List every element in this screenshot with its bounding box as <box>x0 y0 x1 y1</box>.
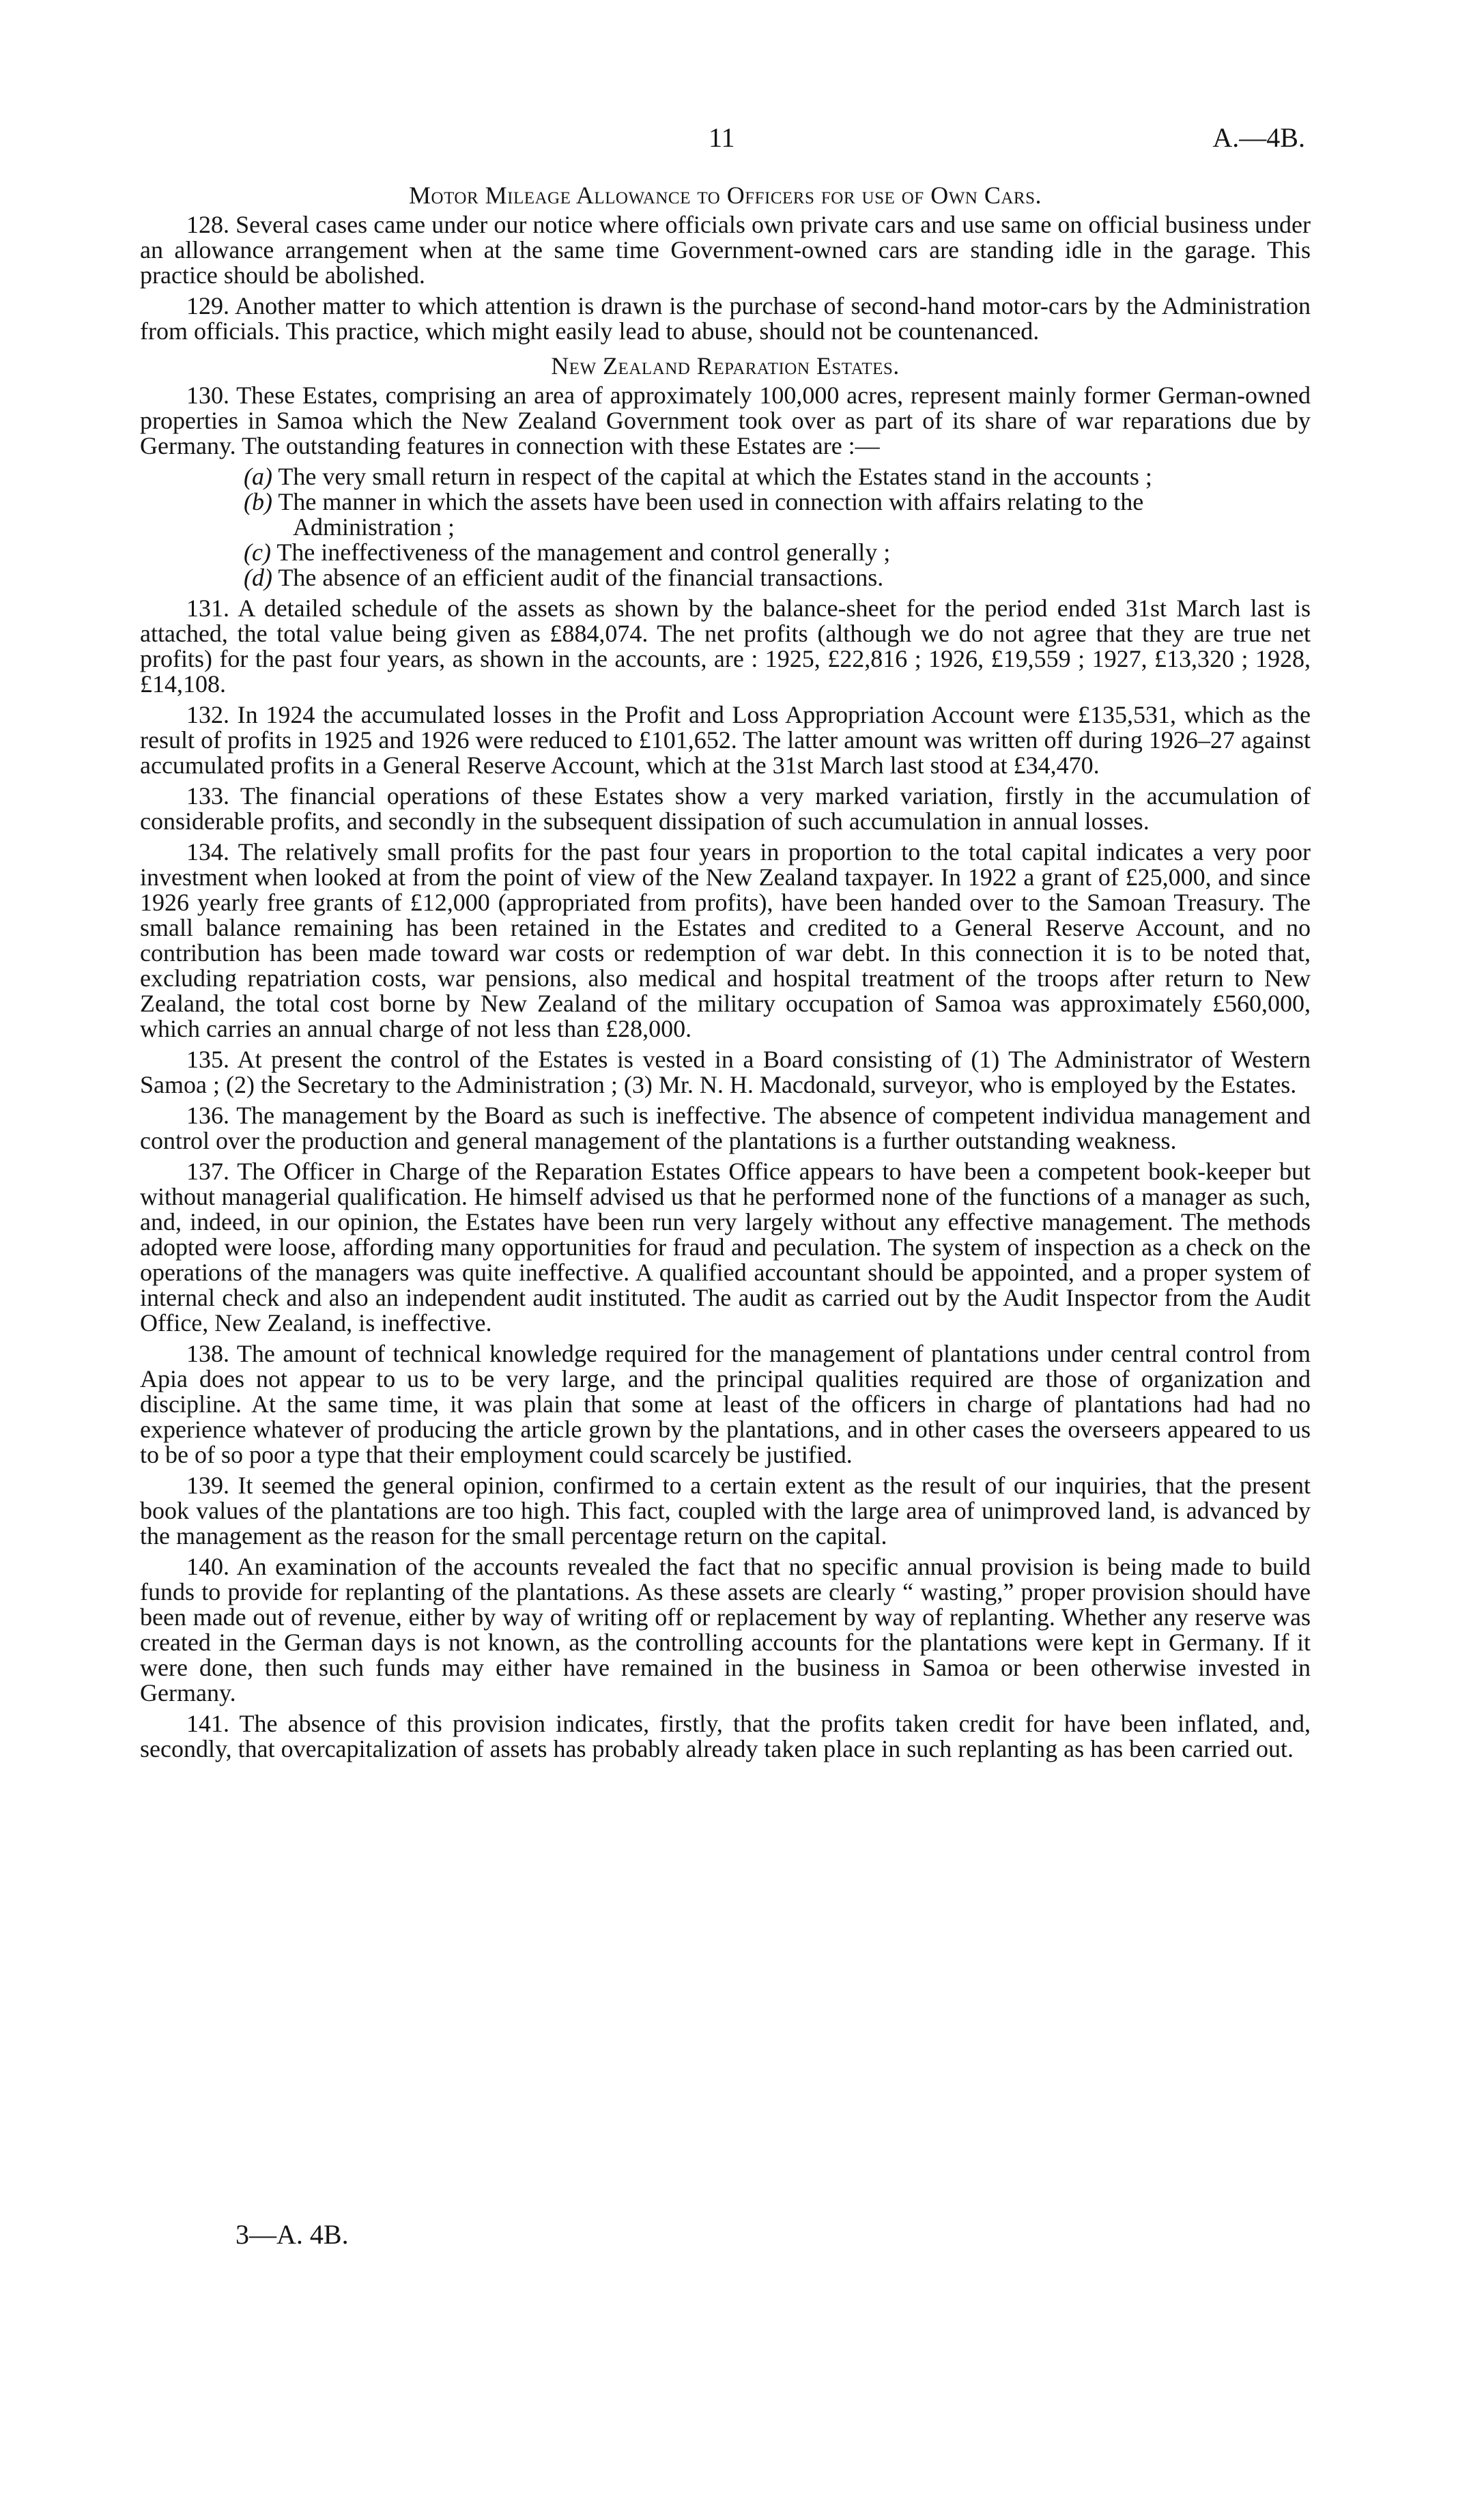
paragraph-141: 141. The absence of this provision indicates, firstly, that the profits taken credit for have been inflated, and, secondly, that overcapitalization of assets has probably already taken place in such replanting as has been carried out. <box>140 1710 1311 1762</box>
document-reference: A.—4B. <box>1212 122 1305 153</box>
paragraph-128: 128. Several cases came under our notice where officials own private cars and use same on official business under an allowance arrangement when at the same time Government-owned cars are standing idle in the garage. This practice should be abolished. <box>140 211 1311 289</box>
paragraph-136: 136. The management by the Board as such is ineffective. The absence of competent individua management and control over the production and general management of the plantations is a further outstanding weakness. <box>140 1102 1311 1154</box>
list-item <box>244 489 1311 540</box>
paragraph-132: 132. In 1924 the accumulated losses in the Profit and Loss Appropriation Account were £135,531, which as the result of profits in 1925 and 1926 were reduced to £101,652. The latter amount was written off during 1926–27 against accumulated profits in a General Reserve Account, which at the 31st March last stood at £34,470. <box>140 701 1311 779</box>
paragraph-130: 130. These Estates, comprising an area of approximately 100,000 acres, represent mainly former German-owned properties in Samoa which the New Zealand Government took over as part of its share of war reparations due by Germany. The outstanding features in connection with these Estates are :— <box>140 382 1311 459</box>
paragraph-140: 140. An examination of the accounts revealed the fact that no specific annual provision is being made to build funds to provide for replanting of the plantations. As these assets are clearly “ wasting,” proper provision should have been made out of revenue, either by way of writing off or replacement by way of replanting. Whether any reserve was created in the German days is not known, as the controlling accounts for the plantations were kept in Germany. If it were done, then such funds may either have remained in the business in Samoa or been otherwise invested in Germany. <box>140 1553 1311 1706</box>
paragraph-138: 138. The amount of technical knowledge required for the management of plantations under central control from Apia does not appear to us to be very large, and the principal qualities required are those of organization and discipline. At the same time, it was plain that some at least of the officers in charge of plantations had had no experience whatever of producing the article grown by the plantations, and in other cases the overseers appeared to us to be of so poor a type that their employment could scarcely be justified. <box>140 1340 1311 1468</box>
list-item <box>244 565 1311 590</box>
signature-reference: 3—A. 4B. <box>236 2219 349 2250</box>
list-label: (d) <box>244 564 272 591</box>
list-item <box>244 464 1311 489</box>
paragraph-131: 131. A detailed schedule of the assets as shown by the balance-sheet for the period ended 31st March last is attached, the total value being given as £884,074. The net profits (although we do not agree that they are true net profits) for the past four years, as shown in the accounts, are : 1925, £22,816 ; 1926, £19,559 ; 1927, £13,320 ; 1928, £14,108. <box>140 595 1311 698</box>
paragraph-133: 133. The financial operations of these Estates show a very marked variation, firstly in the accumulation of considerable profits, and secondly in the subsequent dissipation of such accumulation in annual losses. <box>140 782 1311 835</box>
list-label: (c) <box>244 539 271 566</box>
page-number: 11 <box>709 122 735 153</box>
paragraph-139: 139. It seemed the general opinion, confirmed to a certain extent as the result of our inquiries, that the present book values of the plantations are too high. This fact, coupled with the large area of unimproved land, is advanced by the management as the reason for the small percentage return on the capital. <box>140 1472 1311 1549</box>
features-list <box>244 464 1311 590</box>
list-text: The ineffectiveness of the management and control generally ; <box>276 539 891 566</box>
paragraph-129: 129. Another matter to which attention is drawn is the purchase of second-hand motor-cars by the Administration from officials. This practice, which might easily lead to abuse, should not be countenanced. <box>140 292 1311 345</box>
list-text: The manner in which the assets have been used in connection with affairs relating to the <box>278 488 1144 515</box>
list-item <box>244 540 1311 565</box>
paragraph-134: 134. The relatively small profits for the past four years in proportion to the total capital indicates a very poor investment when looked at from the point of view of the New Zealand taxpayer. In 1922 a grant of £25,000, and since 1926 yearly free grants of £12,000 (appropriated from profits), have been handed over to the Samoan Treasury. The small balance remaining has been retained in the Estates and credited to a General Reserve Account, and no contribution has been made toward war costs or redemption of war debt. In this connection it is to be noted that, excluding repatriation costs, war pensions, also medical and hospital treatment of the troops after return to New Zealand, the total cost borne by New Zealand of the military occupation of Samoa was approximately £560,000, which carries an annual charge of not less than £28,000. <box>140 838 1311 1042</box>
list-text-continuation: Administration ; <box>293 513 455 541</box>
paragraph-137: 137. The Officer in Charge of the Reparation Estates Office appears to have been a competent book-keeper but without managerial qualification. He himself advised us that he performed none of the functions of a manager as such, and, indeed, in our opinion, the Estates have been run very largely without any effective management. The methods adopted were loose, affording many opportunities for fraud and peculation. The system of inspection as a check on the operations of the managers was quite ineffective. A qualified accountant should be appointed, and a proper system of internal check and also an independent audit instituted. The audit as carried out by the Audit Inspector from the Audit Office, New Zealand, is ineffective. <box>140 1158 1311 1336</box>
section-heading-reparation-estates: New Zealand Reparation Estates. <box>551 352 900 380</box>
document-body <box>140 183 1311 1767</box>
list-text: The absence of an efficient audit of the financial transactions. <box>278 564 884 591</box>
list-label: (b) <box>244 488 272 515</box>
list-label: (a) <box>244 463 272 490</box>
list-text: The very small return in respect of the capital at which the Estates stand in the accounts ; <box>278 463 1152 490</box>
paragraph-135: 135. At present the control of the Estates is vested in a Board consisting of (1) The Administrator of Western Samoa ; (2) the Secretary to the Administration ; (3) Mr. N. H. Macdonald, surveyor, who is employed by the Estates. <box>140 1046 1311 1098</box>
section-heading-motor-mileage: Motor Mileage Allowance to Officers for use of Own Cars. <box>409 182 1042 209</box>
